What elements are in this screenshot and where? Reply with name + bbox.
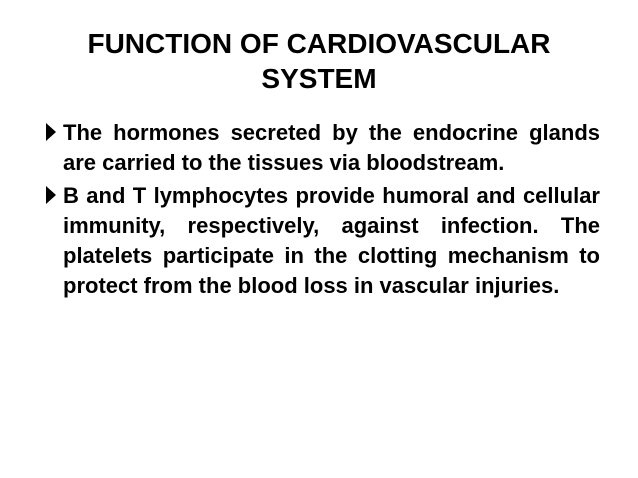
triangle-bullet-icon: [46, 186, 56, 204]
slide-title: FUNCTION OF CARDIOVASCULAR SYSTEM: [87, 28, 551, 94]
triangle-bullet-icon: [46, 123, 56, 141]
bullet-text: B and T lymphocytes provide humoral and cellular immunity, respectively, against infection. The platelets participate in the clotting mechanism to protect from the blood loss in vascular injuries.: [63, 183, 600, 298]
bullet-text: The hormones secreted by the endocrine glands are carried to the tissues via bloodstream.: [63, 120, 600, 175]
bullet-item: [44, 181, 600, 301]
bullet-item: [44, 118, 600, 178]
bullet-list: [44, 118, 600, 304]
